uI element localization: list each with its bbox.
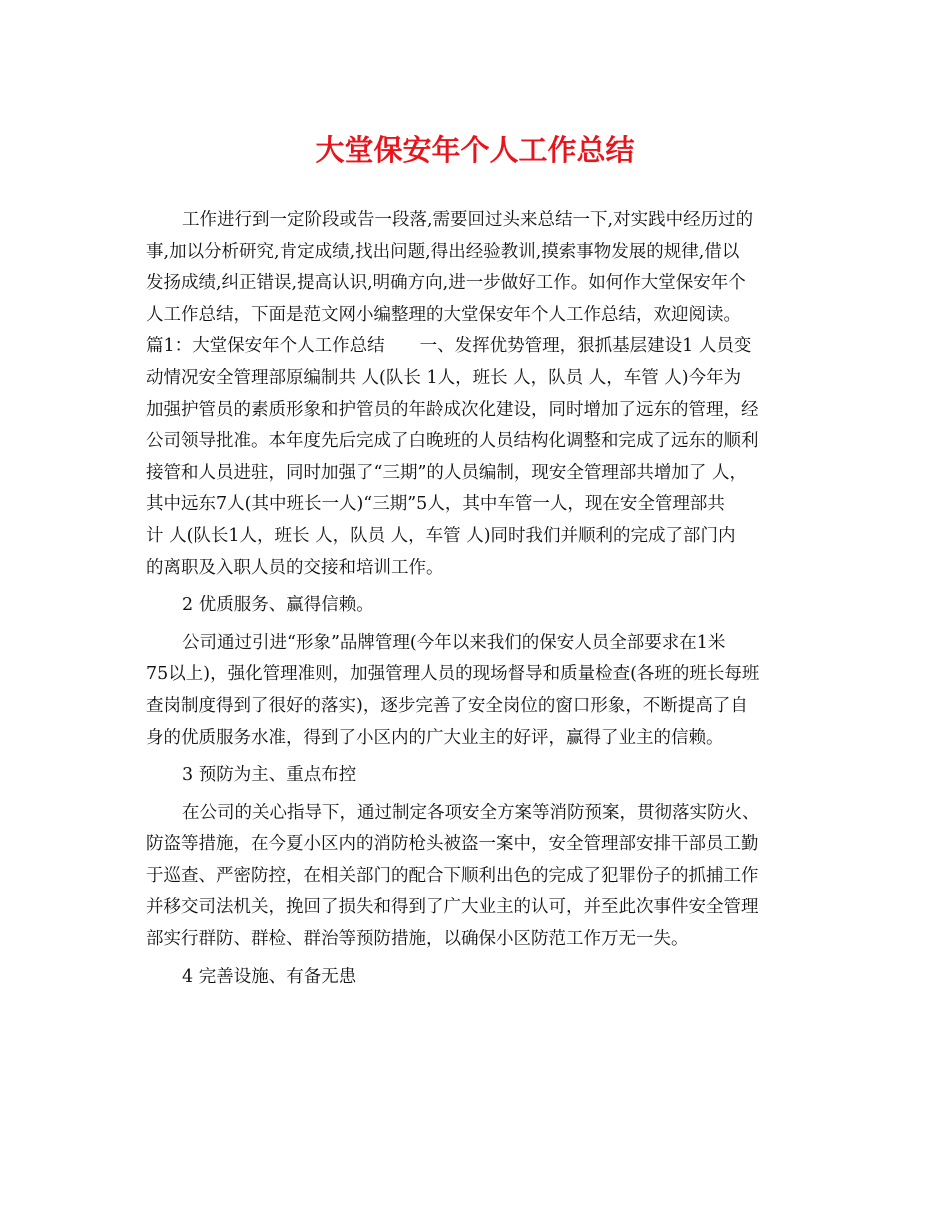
document-body (146, 205, 808, 993)
paragraph-line: 事,加以分析研究,肯定成绩,找出问题,得出经验教训,摸索事物发展的规律,借以 (146, 241, 740, 262)
paragraph-line: 于巡查、严密防控，在相关部门的配合下顺利出色的完成了犯罪份子的抓捕工作 (146, 865, 759, 886)
paragraph-line: 75以上)，强化管理准则，加强管理人员的现场督导和质量检查(各班的班长每班 (146, 664, 760, 685)
paragraph-line: 公司领导批准。本年度先后完成了白晚班的人员结构化调整和完成了远东的顺利 (146, 431, 759, 452)
paragraph-line: 并移交司法机关，挽回了损失和得到了广大业主的认可，并至此次事件安全管理 (146, 897, 759, 918)
paragraph-line: 在公司的关心指导下，通过制定各项安全方案等消防预案，贯彻落实防火、 (182, 802, 760, 823)
section-heading: 2 优质服务、赢得信赖。 (182, 595, 374, 616)
paragraph-line: 防盗等措施，在今夏小区内的消防枪头被盗一案中，安全管理部安排干部员工勤 (146, 834, 759, 855)
paragraph-line: 的离职及入职人员的交接和培训工作。 (146, 557, 444, 578)
paragraph-line: 动情况安全管理部原编制共 人(队长 1人，班长 人，队员 人，车管 人)今年为 (146, 367, 742, 388)
paragraph-line: 工作进行到一定阶段或告一段落,需要回过头来总结一下,对实践中经历过的 (182, 210, 754, 230)
paragraph-line: 公司通过引进“形象”品牌管理(今年以来我们的保安人员全部要求在1米 (182, 632, 726, 653)
paragraph-line: 人工作总结，下面是范文网小编整理的大堂保安年个人工作总结，欢迎阅读。 (146, 304, 741, 325)
section-heading: 3 预防为主、重点布控 (182, 765, 357, 786)
paragraph-line: 身的优质服务水准，得到了小区内的广大业主的好评，赢得了业主的信赖。 (146, 727, 724, 748)
paragraph-line: 计 人(队长1人，班长 人，队员 人，车管 人)同时我们并顺利的完成了部门内 (146, 525, 736, 546)
paragraph-line: 加强护管员的素质形象和护管员的年龄成次化建设，同时增加了远东的管理，经 (146, 399, 759, 420)
paragraph-line: 接管和人员进驻，同时加强了“三期”的人员编制，现安全管理部共增加了 人， (146, 462, 747, 483)
section-heading: 4 完善设施、有备无患 (182, 966, 357, 987)
paragraph-line: 查岗制度得到了很好的落实)，逐步完善了安全岗位的窗口形象，不断提高了自 (146, 695, 748, 716)
paragraph-line: 部实行群防、群检、群治等预防措施，以确保小区防范工作万无一失。 (146, 929, 689, 950)
paragraph-line: 篇1：大堂保安年个人工作总结 一、发挥优势管理，狠抓基层建设1 人员变 (146, 336, 752, 357)
paragraph-line: 发扬成绩,纠正错误,提高认识,明确方向,进一步做好工作。如何作大堂保安年个 (146, 273, 746, 294)
document-title: 大堂保安年个人工作总结 (315, 133, 635, 167)
paragraph-line: 其中远东7人(其中班长一人)“三期”5人，其中车管一人，现在安全管理部共 (146, 494, 725, 515)
